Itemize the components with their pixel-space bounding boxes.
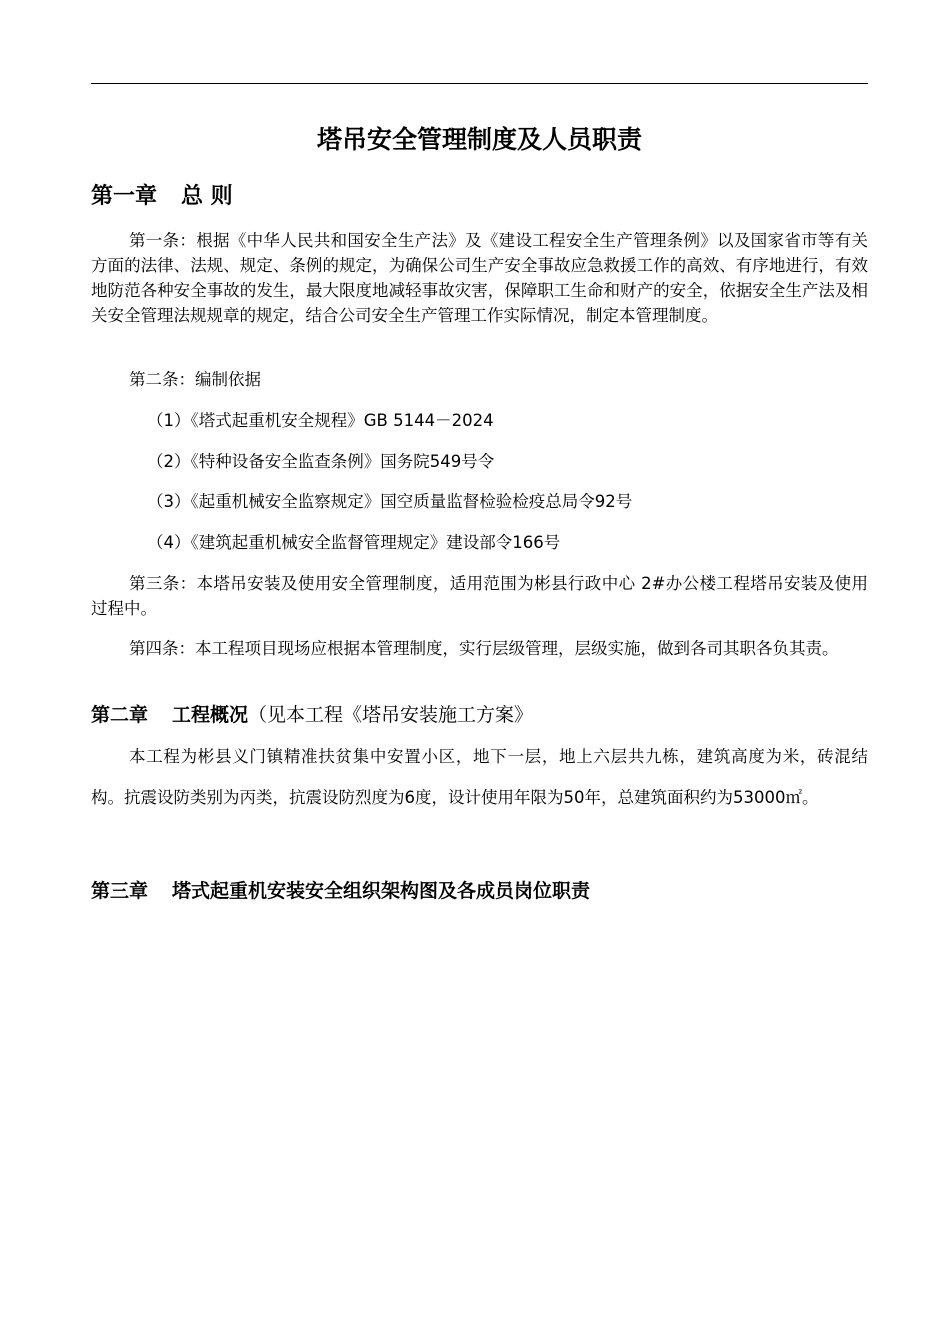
chapter-3-title: 塔式起重机安装安全组织架构图及各成员岗位职责 xyxy=(172,880,591,902)
article-2: 第二条：编制依据 xyxy=(129,370,261,389)
project-overview: 本工程为彬县义门镇精准扶贫集中安置小区，地下一层，地上六层共九栋，建筑高度为米，砖混结构。抗震设防类别为丙类，抗震设防烈度为6度，设计使用年限为50年，总建筑面积约为53000㎡。 xyxy=(91,747,868,807)
document-title: 塔吊安全管理制度及人员职责 xyxy=(316,125,642,154)
basis-item-2: （2）《特种设备安全监查条例》国务院549号令 xyxy=(147,452,495,471)
basis-item-1: （1）《塔式起重机安全规程》GB 5144－2024 xyxy=(147,411,494,430)
chapter-2-heading xyxy=(91,701,533,729)
basis-item-4: （4）《建筑起重机械安全监督管理规定》建设部令166号 xyxy=(147,533,561,552)
chapter-2-title-suffix: （见本工程《塔吊安装施工方案》 xyxy=(248,704,534,726)
chapter-2-number: 第二章 xyxy=(91,704,149,726)
article-4: 第四条：本工程项目现场应根据本管理制度，实行层级管理，层级实施，做到各司其职各负其责。 xyxy=(129,639,839,658)
chapter-1-number: 第一章 xyxy=(91,184,158,209)
header-rule xyxy=(91,83,868,84)
basis-item-3: （3）《起重机械安全监察规定》国空质量监督检验检疫总局令92号 xyxy=(147,492,633,511)
chapter-3-heading xyxy=(91,877,590,905)
chapter-3-number: 第三章 xyxy=(91,880,149,902)
chapter-1-title: 总 则 xyxy=(181,184,233,209)
article-1: 第一条：根据《中华人民共和国安全生产法》及《建设工程安全生产管理条例》以及国家省市等有关方面的法律、法规、规定、条例的规定，为确保公司生产安全事故应急救援工作的高效、有序地进行，有效地防范各种安全事故的发生，最大限度地减轻事故灾害，保障职工生命和财产的安全，依据安全生产法及相关安全管理法规规章的规定，结合公司安全生产管理工作实际情况，制定本管理制度。 xyxy=(91,231,868,325)
chapter-1-heading xyxy=(91,181,233,213)
chapter-2-title: 工程概况 xyxy=(172,704,249,726)
article-3: 第三条：本塔吊安装及使用安全管理制度，适用范围为彬县行政中心 2#办公楼工程塔吊安装及使用过程中。 xyxy=(91,574,868,618)
